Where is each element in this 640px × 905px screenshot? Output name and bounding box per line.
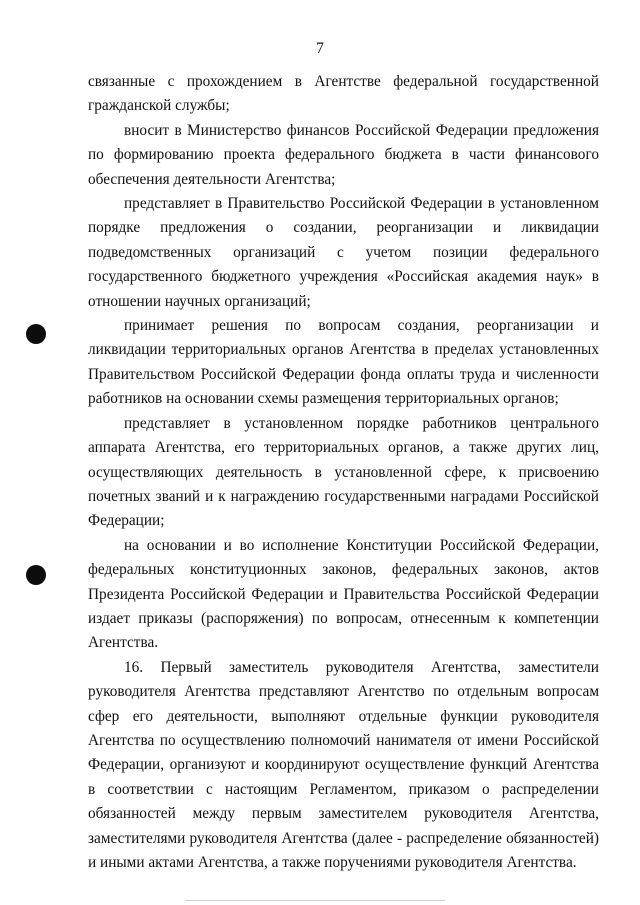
paragraph-continuation: связанные с прохождением в Агентстве федеральной государственной гражданской службы; [88,73,599,115]
punch-hole-mark [26,565,46,585]
paragraph-budget-proposals: вносит в Министерство финансов Российской Федерации предложения по формированию проекта федерального бюджета в части финансового обеспечения деятельности Агентства; [88,121,599,188]
punch-hole-mark [26,324,46,344]
paragraph-organizations: представляет в Правительство Российской Федерации в установленном порядке предложения о создании, реорганизации и ликвидации подведомственных организаций с учетом позиции федерального государственного бюджетного учреждения «Российская академия наук» в отношении научных организаций; [88,195,599,310]
paragraph-section-16: 16. Первый заместитель руководителя Агентства, заместители руководителя Агентства представляют Агентство по отдельным вопросам сфер его деятельности, выполняют отдельные функции руководителя Агентства по осуществлению полномочий нанимателя от имени Российской Федерации, организуют и координируют осуществление функций Агентства в соответствии с настоящим Регламентом, приказом о распределении обязанностей между первым заместителем руководителя Агентства, заместителями руководителя Агентства (далее - распределение обязанностей) и иными актами Агентства, а также поручениями руководителя Агентства. [88,658,599,871]
paragraph-orders: на основании и во исполнение Конституции Российской Федерации, федеральных конституционных законов, федеральных законов, актов Президента Российской Федерации и Правительства Российской Федерации издает приказы (распоряжения) по вопросам, отнесенным к компетенции Агентства. [88,536,599,652]
page-number: 7 [316,40,324,57]
paragraph-territorial-bodies: принимает решения по вопросам создания, реорганизации и ликвидации территориальных органов Агентства в пределах установленных Правительством Российской Федерации фонда оплаты труда и численности работников на основании схемы размещения территориальных органов; [88,317,599,408]
document-body [88,70,599,875]
scan-edge-line [185,900,445,901]
paragraph-awards: представляет в установленном порядке работников центрального аппарата Агентства, его территориальных органов, а также других лиц, осуществляющих деятельность в установленной сфере, к присвоению почетных званий и к награждению государственными наградами Российской Федерации; [88,414,599,530]
